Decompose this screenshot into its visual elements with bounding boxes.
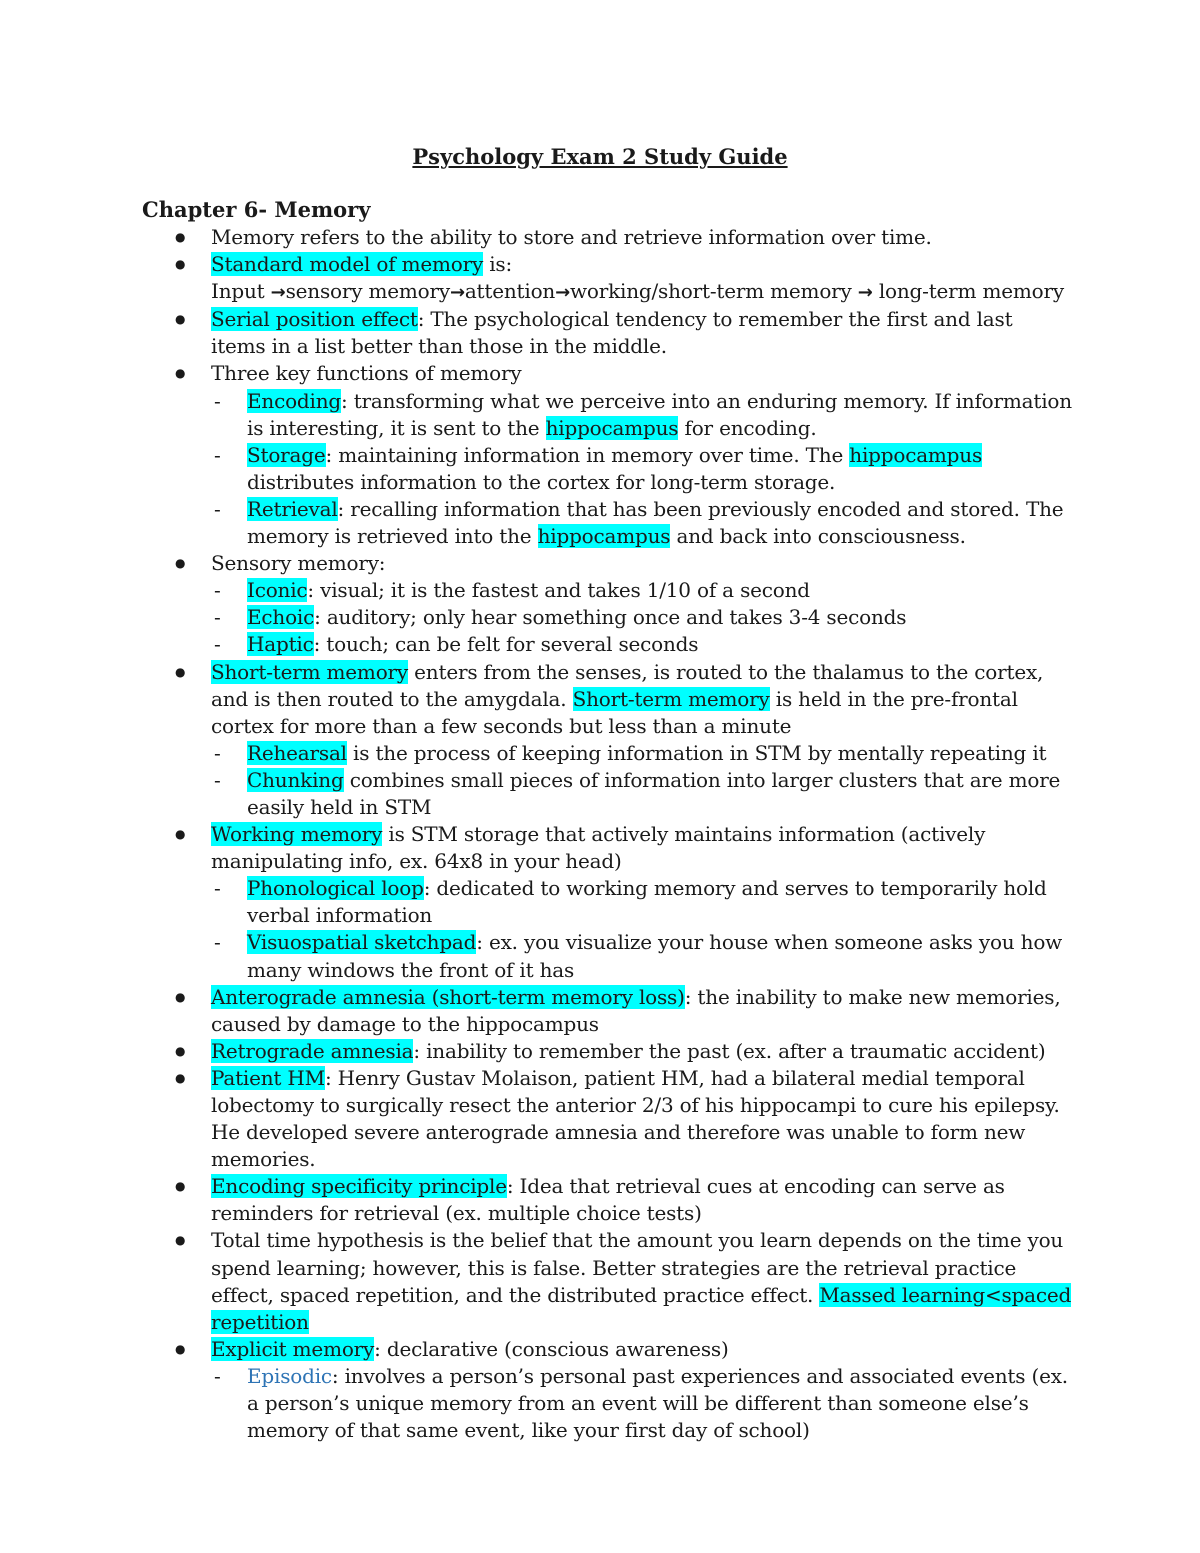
sub-list-item: - Iconic: visual; it is the fastest and takes 1/10 of a second xyxy=(142,577,1072,604)
highlighted-term: Encoding xyxy=(247,388,342,413)
highlighted-term: Iconic xyxy=(247,578,308,603)
list-item: ● Anterograde amnesia (short-term memory loss): the inability to make new memories, caused by damage to the hippocampus xyxy=(142,984,1072,1038)
highlighted-term: Massed learning<spaced repetition xyxy=(211,1282,1072,1334)
sub-list-item: - Rehearsal is the process of keeping information in STM by mentally repeating it xyxy=(142,740,1072,767)
sub-list-item: - Echoic: auditory; only hear something once and takes 3-4 seconds xyxy=(142,604,1072,631)
list-item: ● Short-term memory enters from the senses, is routed to the thalamus to the cortex, and is then routed to the amygdala. Short-term memory is held in the pre-frontal cortex for more than a few seconds but less than a minute xyxy=(142,659,1072,740)
highlighted-term: Phonological loop xyxy=(247,876,424,901)
highlighted-term: hippocampus xyxy=(849,442,983,467)
highlighted-term: Serial position effect xyxy=(211,307,418,332)
sub-list-item: - Phonological loop: dedicated to working memory and serves to temporarily hold verbal information xyxy=(142,875,1072,929)
highlighted-term: Rehearsal xyxy=(247,740,347,765)
highlighted-term: Chunking xyxy=(247,767,344,792)
sub-list-item: - Visuospatial sketchpad: ex. you visualize your house when someone asks you how many windows the front of it has xyxy=(142,929,1072,983)
sub-list-item: - Encoding: transforming what we perceive into an enduring memory. If information is interesting, it is sent to the hippocampus for encoding. xyxy=(142,388,1072,442)
highlighted-term: Echoic xyxy=(247,605,315,630)
list-item: ● Serial position effect: The psychological tendency to remember the first and last items in a list better than those in the middle. xyxy=(142,306,1072,360)
blue-term: Episodic xyxy=(247,1363,332,1388)
arrow-icon: → xyxy=(270,282,286,304)
list-item: ● Standard model of memory is: Input →sensory memory→attention→working/short-term memory → long-term memory xyxy=(142,251,1072,306)
page-title: Psychology Exam 2 Study Guide xyxy=(412,144,788,169)
list-item: ● Total time hypothesis is the belief that the amount you learn depends on the time you spend learning; however, this is false. Better strategies are the retrieval practice effect, spaced repetition, and the distributed practice effect. Massed learning<spaced repetition xyxy=(142,1227,1072,1335)
list-item: ● Working memory is STM storage that actively maintains information (actively manipulating info, ex. 64x8 in your head) xyxy=(142,821,1072,875)
highlighted-term: Standard model of memory xyxy=(211,252,484,277)
list-item: ● Patient HM: Henry Gustav Molaison, patient HM, had a bilateral medial temporal lobectomy to surgically resect the anterior 2/3 of his hippocampi to cure his epilepsy. He developed severe anterograde amnesia and therefore was unable to form new memories. xyxy=(142,1065,1072,1173)
highlighted-term: Short-term memory xyxy=(211,659,409,684)
arrow-icon: → xyxy=(449,282,465,304)
highlighted-term: hippocampus xyxy=(545,415,679,440)
list-item: ● Retrograde amnesia: inability to remember the past (ex. after a traumatic accident) xyxy=(142,1038,1072,1065)
sub-list-item: - Chunking combines small pieces of information into larger clusters that are more easily held in STM xyxy=(142,767,1072,821)
sub-list-item: - Haptic: touch; can be felt for several seconds xyxy=(142,631,1072,658)
highlighted-term: Anterograde amnesia (short-term memory loss) xyxy=(211,984,685,1009)
sub-list-item: - Storage: maintaining information in memory over time. The hippocampus distributes information to the cortex for long-term storage. xyxy=(142,442,1072,496)
highlighted-term: Haptic xyxy=(247,632,314,657)
list-item: ● Explicit memory: declarative (conscious awareness) xyxy=(142,1336,1072,1363)
highlighted-term: Short-term memory xyxy=(572,686,770,711)
notes-content xyxy=(142,224,1072,1444)
highlighted-term: Encoding specificity principle xyxy=(211,1174,507,1199)
sub-list-item: - Retrieval: recalling information that has been previously encoded and stored. The memory is retrieved into the hippocampus and back into consciousness. xyxy=(142,496,1072,550)
highlighted-term: Patient HM xyxy=(211,1065,325,1090)
arrow-icon: → xyxy=(555,282,570,304)
highlighted-term: Working memory xyxy=(211,822,383,847)
highlighted-term: hippocampus xyxy=(537,524,671,549)
highlighted-term: Retrograde amnesia xyxy=(211,1038,414,1063)
highlighted-term: Visuospatial sketchpad xyxy=(247,930,477,955)
list-item: ● Three key functions of memory xyxy=(142,360,1072,387)
highlighted-term: Retrieval xyxy=(247,496,338,521)
list-item: ● Sensory memory: xyxy=(142,550,1072,577)
arrow-icon: → xyxy=(857,282,873,304)
sub-list-item: - Episodic: involves a person’s personal past experiences and associated events (ex. a person’s unique memory from an event will be different than someone else’s memory of that same event, like your first day of school) xyxy=(142,1363,1072,1444)
list-item: ● Encoding specificity principle: Idea that retrieval cues at encoding can serve as reminders for retrieval (ex. multiple choice tests) xyxy=(142,1173,1072,1227)
highlighted-term: Explicit memory xyxy=(211,1336,375,1361)
chapter-heading: Chapter 6- Memory xyxy=(142,197,371,222)
list-item: ● Memory refers to the ability to store and retrieve information over time. xyxy=(142,224,1072,251)
highlighted-term: Storage xyxy=(247,442,326,467)
